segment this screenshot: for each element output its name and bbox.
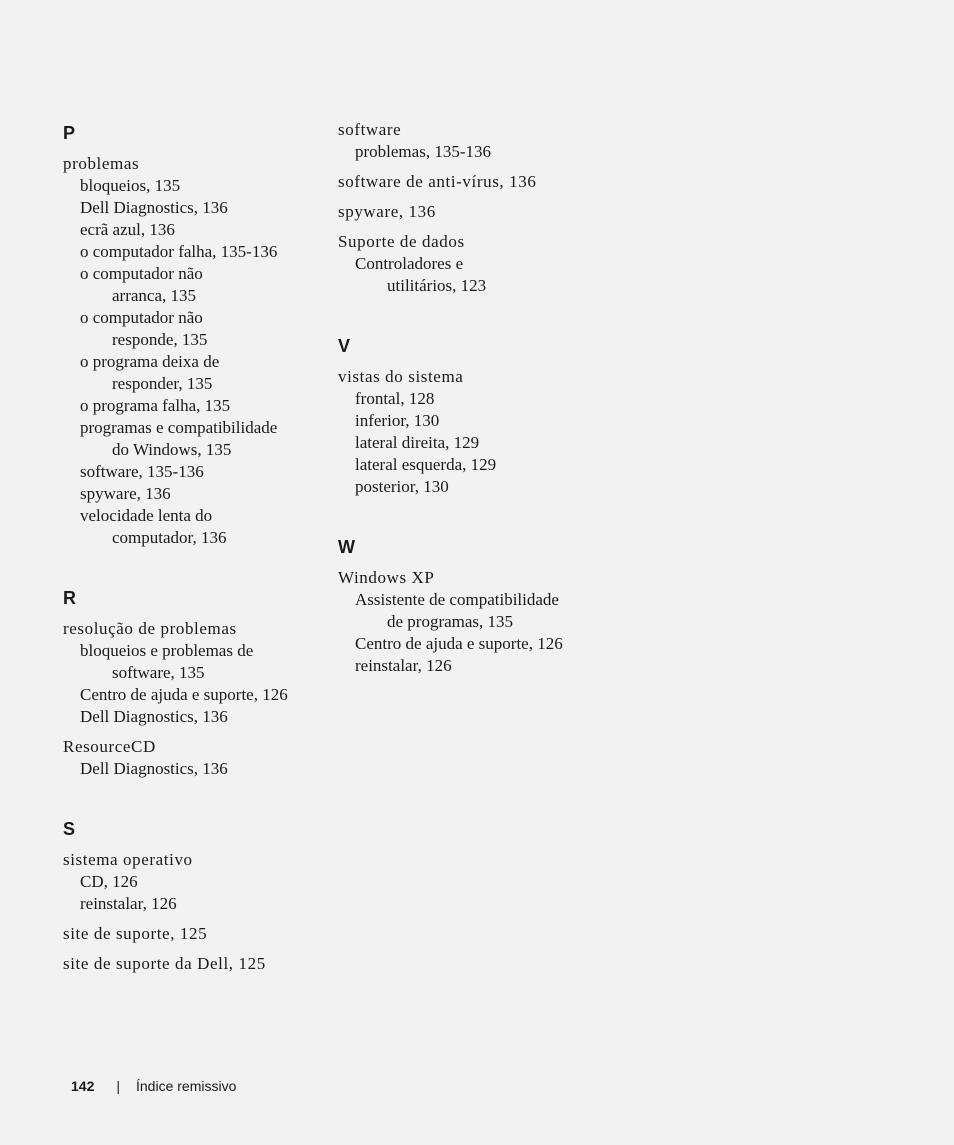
subentry-text: problemas, 135-136	[355, 142, 491, 161]
page-footer	[71, 1076, 236, 1096]
index-entry-main: resolução de problemas	[63, 619, 237, 638]
index-column-right	[338, 118, 608, 711]
subentry-text: Centro de ajuda e suporte, 126	[355, 634, 563, 653]
index-subentry	[338, 432, 608, 454]
subentry-text: posterior, 130	[355, 477, 449, 496]
index-subentry	[338, 410, 608, 432]
subentry-text: ecrã azul, 136	[80, 220, 175, 239]
subentry-continuation: utilitários, 123	[387, 276, 487, 295]
index-column-left	[63, 118, 333, 1009]
index-section	[338, 118, 608, 297]
subentry-text: Assistente de compatibilidade	[355, 590, 559, 609]
index-subentry	[63, 175, 333, 197]
subentry-text: o programa deixa de	[80, 352, 220, 371]
index-subentry	[63, 263, 333, 307]
index-subentry	[338, 253, 608, 297]
index-entry	[63, 617, 333, 728]
subentry-text: Centro de ajuda e suporte, 126	[80, 685, 288, 704]
index-entry-main: site de suporte da Dell, 125	[63, 954, 266, 973]
index-entry	[63, 735, 333, 780]
index-section	[63, 118, 333, 549]
index-entry	[63, 848, 333, 915]
subentry-text: frontal, 128	[355, 389, 435, 408]
index-entry	[338, 566, 608, 677]
index-subentry	[63, 241, 333, 263]
index-entry-main: Windows XP	[338, 568, 435, 587]
subentry-text: CD, 126	[80, 872, 138, 891]
index-subentry	[338, 476, 608, 498]
index-subentry	[63, 684, 333, 706]
index-entry-main: Suporte de dados	[338, 232, 465, 251]
index-section	[338, 331, 608, 498]
index-entry	[63, 922, 333, 945]
index-subentry	[63, 483, 333, 505]
subentry-text: lateral direita, 129	[355, 433, 480, 452]
index-subentry	[63, 461, 333, 483]
index-subentry	[338, 388, 608, 410]
index-entry	[63, 952, 333, 975]
index-entry-main: spyware, 136	[338, 202, 436, 221]
index-subentry	[63, 871, 333, 893]
index-entry-main: vistas do sistema	[338, 367, 464, 386]
index-entry-main: software	[338, 120, 402, 139]
footer-separator: |	[116, 1078, 120, 1094]
index-subentry	[63, 505, 333, 549]
index-entry	[338, 170, 608, 193]
index-entry-main: software de anti-vírus, 136	[338, 172, 537, 191]
subentry-text: bloqueios e problemas de	[80, 641, 254, 660]
subentry-text: bloqueios, 135	[80, 176, 181, 195]
index-subentry	[338, 141, 608, 163]
index-subentry	[338, 633, 608, 655]
subentry-continuation: computador, 136	[112, 528, 227, 547]
index-entry-main: sistema operativo	[63, 850, 193, 869]
subentry-text: reinstalar, 126	[355, 656, 452, 675]
section-letter: S	[63, 819, 76, 839]
index-subentry	[63, 219, 333, 241]
subentry-continuation: arranca, 135	[112, 286, 197, 305]
subentry-text: o programa falha, 135	[80, 396, 231, 415]
index-subentry	[63, 640, 333, 684]
subentry-continuation: do Windows, 135	[112, 440, 232, 459]
index-section	[63, 814, 333, 975]
section-letter: P	[63, 123, 76, 143]
index-entry-main: ResourceCD	[63, 737, 156, 756]
subentry-text: velocidade lenta do	[80, 506, 213, 525]
index-entry	[338, 365, 608, 498]
subentry-text: Dell Diagnostics, 136	[80, 759, 228, 778]
index-subentry	[338, 589, 608, 633]
subentry-text: o computador falha, 135-136	[80, 242, 278, 261]
index-subentry	[63, 395, 333, 417]
index-entry-main: problemas	[63, 154, 140, 173]
subentry-text: o computador não	[80, 308, 203, 327]
subentry-text: programas e compatibilidade	[80, 418, 278, 437]
index-subentry	[63, 893, 333, 915]
index-subentry	[63, 307, 333, 351]
section-letter: R	[63, 588, 76, 608]
subentry-text: spyware, 136	[80, 484, 171, 503]
subentry-continuation: de programas, 135	[387, 612, 514, 631]
subentry-text: Controladores e	[355, 254, 464, 273]
subentry-continuation: software, 135	[112, 663, 205, 682]
index-section	[63, 583, 333, 780]
index-subentry	[338, 454, 608, 476]
page-number: 142	[71, 1078, 95, 1094]
index-subentry	[63, 417, 333, 461]
index-entry	[338, 200, 608, 223]
index-entry-main: site de suporte, 125	[63, 924, 208, 943]
subentry-text: reinstalar, 126	[80, 894, 177, 913]
subentry-continuation: responder, 135	[112, 374, 213, 393]
index-entry	[63, 152, 333, 549]
subentry-text: lateral esquerda, 129	[355, 455, 497, 474]
index-subentry	[338, 655, 608, 677]
section-letter: V	[338, 336, 351, 356]
index-subentry	[63, 758, 333, 780]
subentry-text: o computador não	[80, 264, 203, 283]
section-letter: W	[338, 537, 355, 557]
index-entry	[338, 230, 608, 297]
subentry-text: Dell Diagnostics, 136	[80, 707, 228, 726]
index-subentry	[63, 197, 333, 219]
index-section	[338, 532, 608, 677]
index-subentry	[63, 706, 333, 728]
index-entry	[338, 118, 608, 163]
subentry-text: inferior, 130	[355, 411, 440, 430]
subentry-continuation: responde, 135	[112, 330, 208, 349]
subentry-text: software, 135-136	[80, 462, 204, 481]
footer-section-title: Índice remissivo	[136, 1078, 237, 1094]
subentry-text: Dell Diagnostics, 136	[80, 198, 228, 217]
index-subentry	[63, 351, 333, 395]
